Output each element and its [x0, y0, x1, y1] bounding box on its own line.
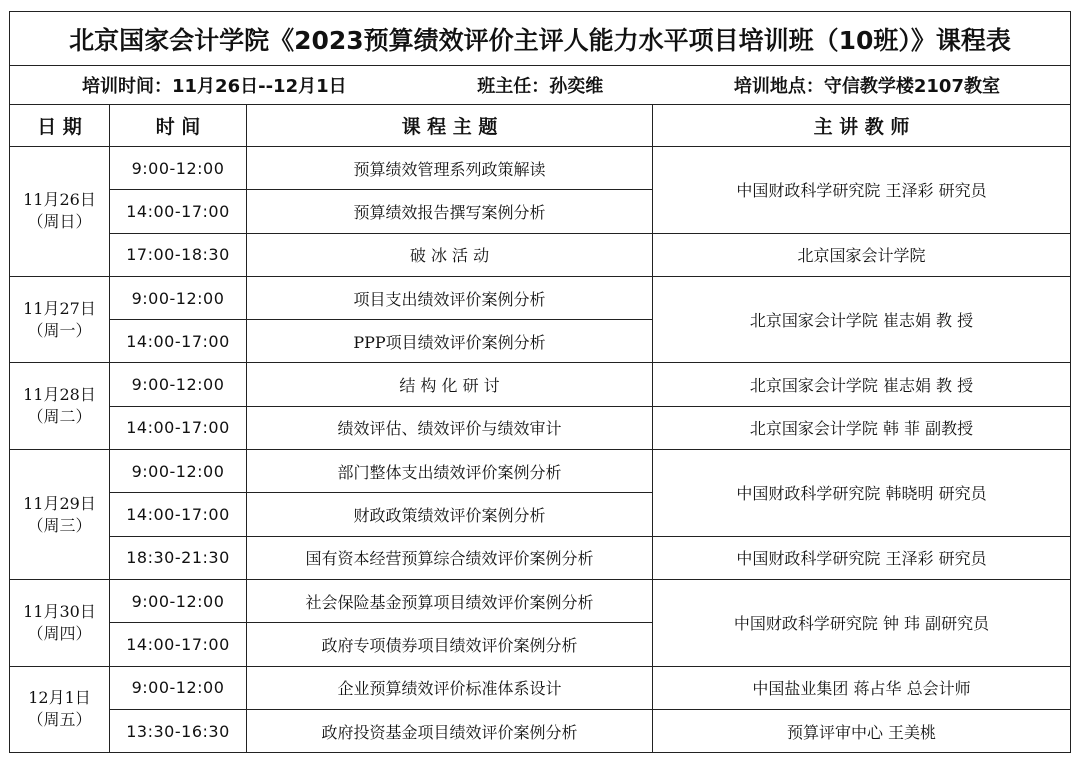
header-time: 时 间	[110, 105, 247, 147]
weekday-label: （周三）	[27, 515, 92, 535]
time-cell: 9:00-12:00	[110, 579, 247, 622]
table-row	[10, 536, 1071, 579]
time-cell: 9:00-12:00	[110, 666, 247, 709]
date-label: 12月1日	[28, 688, 91, 708]
teacher-cell: 中国盐业集团 蒋占华 总会计师	[653, 666, 1071, 709]
topic-cell: 部门整体支出绩效评价案例分析	[247, 450, 653, 493]
schedule-sheet	[9, 11, 1070, 767]
topic-cell: 国有资本经营预算综合绩效评价案例分析	[247, 536, 653, 579]
time-cell: 9:00-12:00	[110, 363, 247, 406]
time-cell: 14:00-17:00	[110, 320, 247, 363]
time-cell: 14:00-17:00	[110, 493, 247, 536]
teacher-cell: 北京国家会计学院 崔志娟 教 授	[653, 363, 1071, 406]
header-date: 日 期	[10, 105, 110, 147]
date-cell	[10, 666, 110, 753]
head-teacher: 班主任：孙奕维	[477, 76, 604, 97]
topic-cell: 绩效评估、绩效评价与绩效审计	[247, 406, 653, 449]
date-cell	[10, 276, 110, 363]
training-location: 培训地点：守信教学楼2107教室	[733, 76, 1000, 97]
topic-cell: 项目支出绩效评价案例分析	[247, 276, 653, 319]
date-cell	[10, 147, 110, 277]
topic-cell: 政府专项债券项目绩效评价案例分析	[247, 623, 653, 666]
time-cell: 14:00-17:00	[110, 406, 247, 449]
training-time: 培训时间：11月26日--12月1日	[82, 76, 347, 97]
date-label: 11月27日	[23, 298, 96, 318]
weekday-label: （周二）	[27, 407, 92, 427]
topic-cell: PPP项目绩效评价案例分析	[247, 320, 653, 363]
teacher-cell: 北京国家会计学院 韩 菲 副教授	[653, 406, 1071, 449]
table-row	[10, 450, 1071, 493]
date-label: 11月28日	[23, 385, 96, 405]
topic-cell: 结 构 化 研 讨	[247, 363, 653, 406]
info-bar	[10, 66, 1071, 105]
time-cell: 14:00-17:00	[110, 623, 247, 666]
topic-cell: 企业预算绩效评价标准体系设计	[247, 666, 653, 709]
teacher-cell: 北京国家会计学院 崔志娟 教 授	[653, 276, 1071, 363]
table-row	[10, 666, 1071, 709]
weekday-label: （周四）	[27, 623, 92, 643]
table-row	[10, 363, 1071, 406]
teacher-cell: 中国财政科学研究院 王泽彩 研究员	[653, 536, 1071, 579]
header-teacher: 主 讲 教 师	[653, 105, 1071, 147]
date-cell	[10, 450, 110, 580]
schedule-table	[9, 11, 1071, 753]
time-cell: 9:00-12:00	[110, 450, 247, 493]
teacher-cell: 中国财政科学研究院 王泽彩 研究员	[653, 147, 1071, 234]
time-cell: 9:00-12:00	[110, 147, 247, 190]
table-row	[10, 579, 1071, 622]
time-cell: 14:00-17:00	[110, 190, 247, 233]
time-cell: 18:30-21:30	[110, 536, 247, 579]
table-row	[10, 233, 1071, 276]
table-row	[10, 147, 1071, 190]
teacher-cell: 预算评审中心 王美桃	[653, 709, 1071, 752]
topic-cell: 预算绩效报告撰写案例分析	[247, 190, 653, 233]
table-row	[10, 709, 1071, 752]
weekday-label: （周一）	[27, 320, 92, 340]
time-cell: 9:00-12:00	[110, 276, 247, 319]
table-row	[10, 406, 1071, 449]
date-label: 11月26日	[23, 190, 96, 210]
teacher-cell: 中国财政科学研究院 钟 玮 副研究员	[653, 579, 1071, 666]
weekday-label: （周日）	[27, 212, 92, 232]
time-cell: 13:30-16:30	[110, 709, 247, 752]
date-cell	[10, 363, 110, 450]
date-label: 11月30日	[23, 601, 96, 621]
header-topic: 课 程 主 题	[247, 105, 653, 147]
topic-cell: 破 冰 活 动	[247, 233, 653, 276]
teacher-cell: 北京国家会计学院	[653, 233, 1071, 276]
teacher-cell: 中国财政科学研究院 韩晓明 研究员	[653, 450, 1071, 537]
topic-cell: 政府投资基金项目绩效评价案例分析	[247, 709, 653, 752]
topic-cell: 社会保险基金预算项目绩效评价案例分析	[247, 579, 653, 622]
page-title: 北京国家会计学院《2023预算绩效评价主评人能力水平项目培训班（10班）》课程表	[10, 12, 1071, 66]
date-label: 11月29日	[23, 493, 96, 513]
time-cell: 17:00-18:30	[110, 233, 247, 276]
table-row	[10, 276, 1071, 319]
weekday-label: （周五）	[27, 710, 92, 730]
topic-cell: 预算绩效管理系列政策解读	[247, 147, 653, 190]
date-cell	[10, 579, 110, 666]
topic-cell: 财政政策绩效评价案例分析	[247, 493, 653, 536]
